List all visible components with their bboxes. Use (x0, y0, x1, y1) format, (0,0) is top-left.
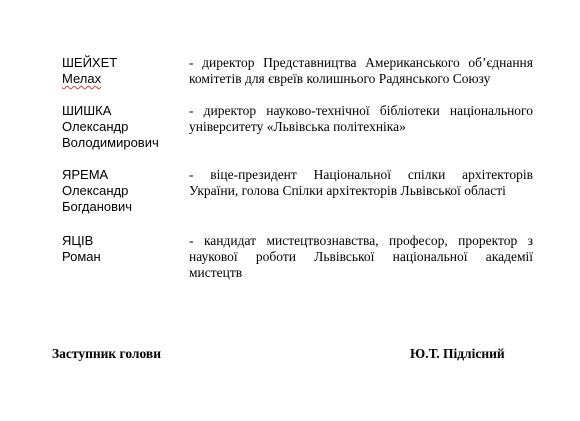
member-description (189, 55, 533, 87)
description-line: - директор науково-технічної бібліотеки національного (189, 103, 533, 118)
signatory-title: Заступник голови (52, 346, 161, 361)
member-surname: ЯРЕМА (62, 167, 109, 182)
member-name (62, 103, 182, 151)
member-given-name: Олександр (62, 119, 129, 134)
member-given-name: Роман (62, 249, 101, 264)
member-name (62, 233, 182, 265)
description-line: мистецтв (189, 265, 243, 280)
member-surname: ЯЦІВ (62, 233, 94, 248)
signatory-name: Ю.Т. Підлісний (410, 346, 505, 361)
member-description (189, 103, 533, 135)
member-description (189, 233, 533, 281)
member-given-name: Мелах (62, 71, 102, 86)
description-line: наукової роботи Львівської національної академії (189, 249, 533, 264)
member-name (62, 167, 182, 215)
description-line: - директор Представництва Американського об’єднання (189, 55, 533, 70)
description-line: - віце-президент Національної спілки архітекторів (189, 167, 533, 182)
member-patronymic: Володимирович (62, 135, 159, 150)
member-given-name: Олександр (62, 183, 129, 198)
member-description (189, 167, 533, 199)
description-line: комітетів для євреїв колишнього Радянського Союзу (189, 71, 491, 86)
description-line: - кандидат мистецтвознавства, професор, проректор з (189, 233, 533, 248)
description-line: України, голова Спілки архітекторів Львівської області (189, 183, 506, 198)
member-name (62, 55, 182, 87)
member-surname: ШИШКА (62, 103, 112, 118)
member-surname: ШЕЙХЕТ (62, 55, 118, 70)
member-patronymic: Богданович (62, 199, 133, 214)
description-line: університету «Львівська політехніка» (189, 119, 406, 134)
